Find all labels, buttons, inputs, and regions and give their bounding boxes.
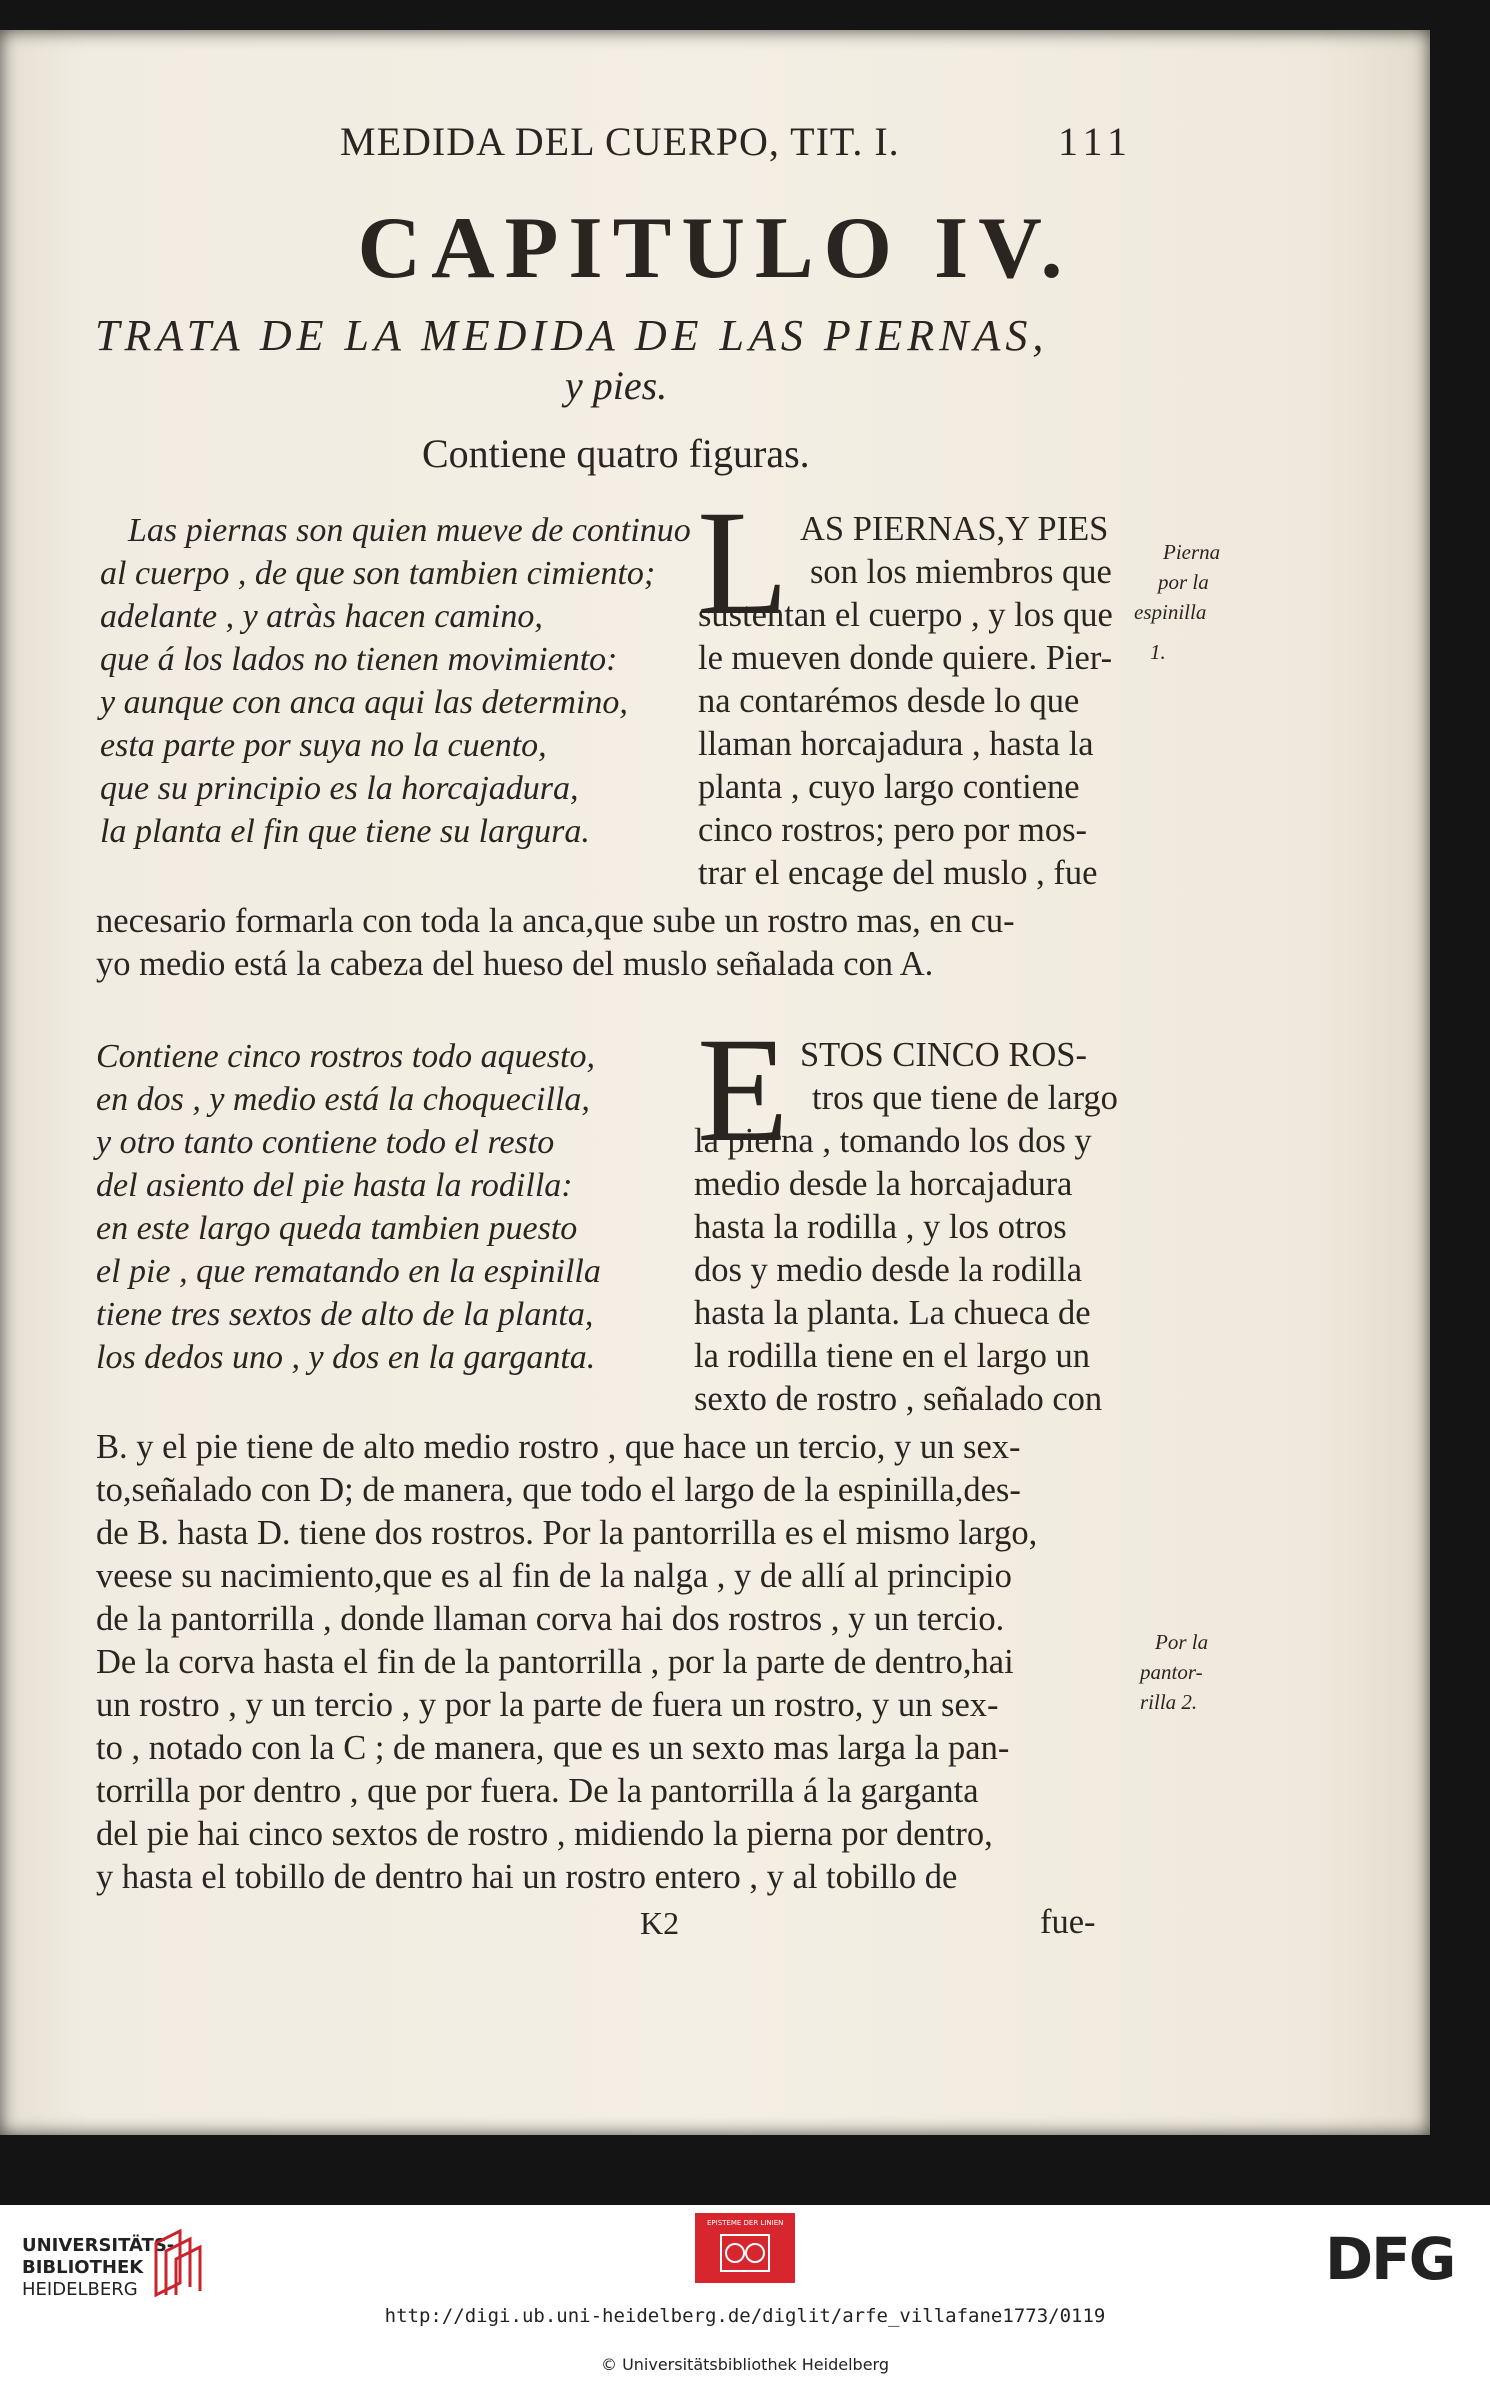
verse-line: Contiene cinco rostros todo aquesto, (96, 1038, 595, 1075)
catchword: fue- (1040, 1903, 1096, 1941)
verse-line: en este largo queda tambien puesto (96, 1210, 578, 1247)
verse-line: en dos , y medio está la choquecilla, (96, 1081, 590, 1118)
prose-line: dos y medio desde la rodilla (694, 1251, 1083, 1289)
library-name: UNIVERSITÄTS- (22, 2235, 175, 2256)
verse-line: del asiento del pie hasta la rodilla: (96, 1167, 573, 1204)
prose-line: le mueven donde quiere. Pier- (698, 639, 1113, 677)
prose-line: medio desde la horcajadura (694, 1165, 1073, 1203)
prose-line: de la pantorrilla , donde llaman corva hai dos rostros , y un tercio. (96, 1600, 1005, 1638)
prose-line: la pierna , tomando los dos y (694, 1122, 1092, 1160)
project-logo[interactable] (695, 2213, 795, 2283)
verse-line: que á los lados no tienen movimiento: (100, 641, 618, 678)
prose-line: to , notado con la C ; de manera, que es un sexto mas larga la pan- (96, 1729, 1010, 1767)
book-page (0, 30, 1430, 2135)
figure-count: Contiene quatro figuras. (422, 431, 810, 476)
prose-line: de B. hasta D. tiene dos rostros. Por la pantorrilla es el mismo largo, (96, 1514, 1038, 1552)
verse-line: Las piernas son quien mueve de continuo (128, 512, 691, 549)
prose-line: na contarémos desde lo que (698, 682, 1080, 720)
prose-line: De la corva hasta el fin de la pantorrilla , por la parte de dentro,hai (96, 1643, 1014, 1681)
page-number: 111 (1058, 119, 1134, 164)
prose-line: yo medio está la cabeza del hueso del muslo señalada con A. (96, 945, 934, 983)
verse-line: la planta el fin que tiene su largura. (100, 813, 590, 850)
drop-cap: E (697, 1007, 789, 1173)
verse-line: los dedos uno , y dos en la garganta. (96, 1339, 596, 1376)
prose-line: necesario formarla con toda la anca,que sube un rostro mas, en cu- (96, 902, 1015, 940)
running-header: MEDIDA DEL CUERPO, TIT. I. (340, 119, 900, 164)
library-city: HEIDELBERG (22, 2279, 138, 2300)
prose-line: son los miembros que (810, 553, 1112, 591)
verse-line: tiene tres sextos de alto de la planta, (96, 1296, 594, 1333)
margin-note: pantor- (1140, 1660, 1203, 1684)
prose-line: tros que tiene de largo (812, 1079, 1118, 1117)
prose-line: trar el encage del muslo , fue (698, 854, 1098, 892)
prose-line: y hasta el tobillo de dentro hai un rostro entero , y al tobillo de (96, 1858, 958, 1896)
verse-line: que su principio es la horcajadura, (100, 770, 579, 807)
prose-line: hasta la planta. La chueca de (694, 1294, 1091, 1332)
prose-line: planta , cuyo largo contiene (698, 768, 1080, 806)
library-name: BIBLIOTHEK (22, 2257, 144, 2278)
prose-line: STOS CINCO ROS- (800, 1036, 1087, 1074)
prose-line: llaman horcajadura , hasta la (698, 725, 1094, 763)
margin-note: Por la (1155, 1630, 1209, 1654)
drop-cap: L (697, 480, 789, 646)
margin-note: rilla 2. (1140, 1690, 1198, 1714)
verse-line: y otro tanto contiene todo el resto (96, 1124, 555, 1161)
prose-line: veese su nacimiento,que es al fin de la nalga , y de allí al principio (96, 1557, 1012, 1595)
prose-line: del pie hai cinco sextos de rostro , midiendo la pierna por dentro, (96, 1815, 993, 1853)
chapter-title: CAPITULO IV. (357, 200, 1073, 297)
margin-note: 1. (1150, 640, 1166, 664)
prose-line: la rodilla tiene en el largo un (694, 1337, 1090, 1375)
project-logo-text: EPISTEME DER LINIEN (707, 2219, 784, 2227)
verse-line: al cuerpo , de que son tambien cimiento; (100, 555, 656, 592)
prose-line: sustentan el cuerpo , y los que (698, 596, 1113, 634)
margin-note: espinilla (1134, 600, 1207, 624)
margin-note: Pierna (1163, 540, 1221, 564)
prose-line: torrilla por dentro , que por fuera. De la pantorrilla á la garganta (96, 1772, 979, 1810)
prose-line: hasta la rodilla , y los otros (694, 1208, 1067, 1246)
dfg-logo[interactable]: DFG (1325, 2225, 1455, 2293)
prose-line: to,señalado con D; de manera, que todo el largo de la espinilla,des- (96, 1471, 1021, 1509)
library-logo-icon (150, 2225, 206, 2299)
chapter-subtitle: TRATA DE LA MEDIDA DE LAS PIERNAS, (95, 311, 1049, 360)
signature-mark: K2 (640, 1905, 680, 1941)
verse-line: adelante , y atràs hacen camino, (100, 598, 543, 635)
prose-line: cinco rostros; pero por mos- (698, 811, 1088, 849)
copyright-notice: © Universitätsbibliothek Heidelberg (600, 2355, 889, 2374)
margin-note: por la (1158, 570, 1209, 594)
verse-line: el pie , que rematando en la espinilla (96, 1253, 601, 1290)
project-logo-icon (719, 2233, 771, 2273)
verse-line: y aunque con anca aqui las determino, (100, 684, 628, 721)
prose-line: un rostro , y un tercio , y por la parte de fuera un rostro, y un sex- (96, 1686, 999, 1724)
permalink-url[interactable]: http://digi.ub.uni-heidelberg.de/diglit/arfe_villafane1773/0119 (384, 2305, 1106, 2327)
prose-line: AS PIERNAS,Y PIES (800, 510, 1109, 548)
prose-line: sexto de rostro , señalado con (694, 1380, 1103, 1418)
prose-line: B. y el pie tiene de alto medio rostro , que hace un tercio, y un sex- (96, 1428, 1021, 1466)
viewer-footer (0, 2205, 1490, 2387)
verse-line: esta parte por suya no la cuento, (100, 727, 547, 764)
chapter-subtitle-cont: y pies. (565, 363, 668, 408)
